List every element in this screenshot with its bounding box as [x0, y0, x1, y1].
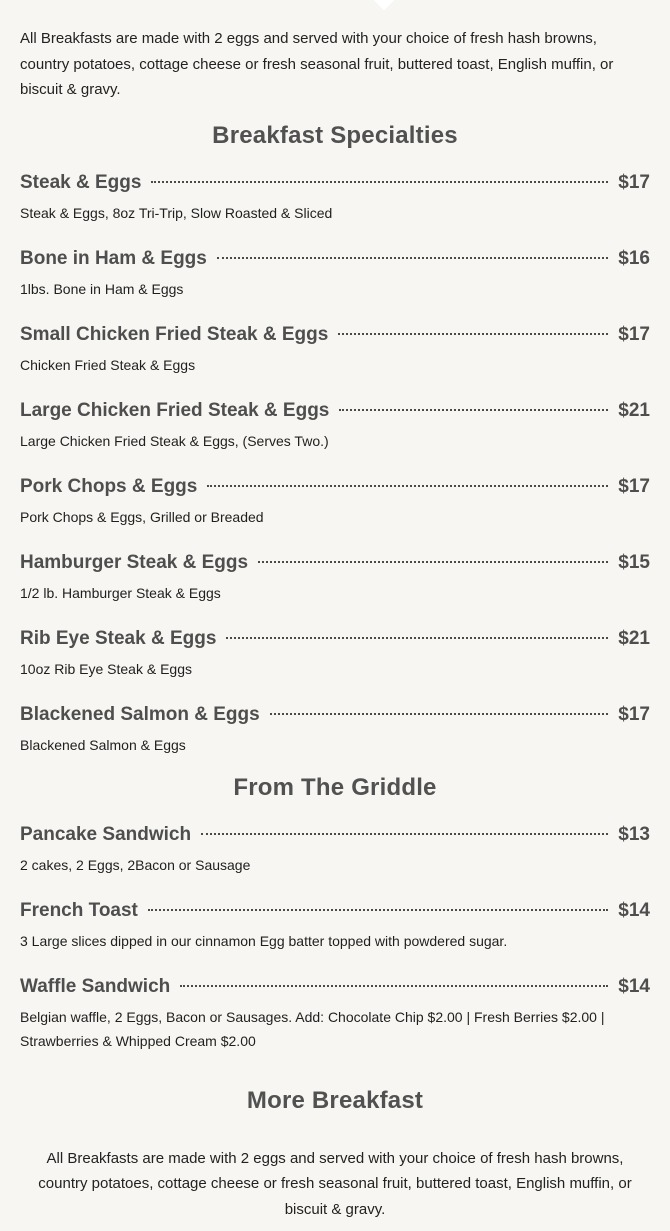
dotted-leader: [201, 833, 608, 835]
menu-item-name: Steak & Eggs: [20, 171, 142, 193]
section-title-more-breakfast: More Breakfast: [246, 1086, 424, 1114]
section-title-breakfast-specialties: Breakfast Specialties: [212, 121, 458, 149]
menu-item-name: Rib Eye Steak & Eggs: [20, 627, 217, 649]
breakfast-intro-text: All Breakfasts are made with 2 eggs and served with your choice of fresh hash browns, country potatoes, cottage cheese or fresh seasonal fruit, buttered toast, English muffin, or biscuit & gravy.: [20, 30, 614, 98]
griddle-list: [20, 820, 650, 1053]
menu-item: [20, 820, 650, 877]
menu-item-price: $21: [618, 627, 650, 649]
menu-item-price: $15: [618, 551, 650, 573]
menu-item-name: Small Chicken Fried Steak & Eggs: [20, 323, 329, 345]
menu-item-description: Steak & Eggs, 8oz Tri-Trip, Slow Roasted & Sliced: [20, 204, 333, 221]
menu-item: [20, 700, 650, 757]
section-title-from-the-griddle: From The Griddle: [233, 773, 437, 801]
dotted-leader: [270, 713, 609, 715]
menu-item-description: 10oz Rib Eye Steak & Eggs: [20, 660, 192, 677]
dotted-leader: [338, 333, 608, 335]
menu-item: [20, 972, 650, 1053]
menu-item: [20, 548, 650, 605]
dotted-leader: [207, 485, 608, 487]
menu-item-name: Bone in Ham & Eggs: [20, 247, 207, 269]
menu-item: [20, 396, 650, 453]
menu-item-name: Hamburger Steak & Eggs: [20, 551, 249, 573]
menu-item-description: 3 Large slices dipped in our cinnamon Egg batter topped with powdered sugar.: [20, 932, 508, 949]
menu-item-price: $14: [618, 975, 650, 997]
dotted-leader: [226, 637, 608, 639]
menu-item-name: Blackened Salmon & Eggs: [20, 703, 260, 725]
dotted-leader: [339, 409, 608, 411]
menu-item: [20, 244, 650, 301]
dotted-leader: [151, 181, 608, 183]
menu-item-name: French Toast: [20, 899, 138, 921]
menu-item: [20, 168, 650, 225]
menu-item-description: 1/2 lb. Hamburger Steak & Eggs: [20, 584, 221, 601]
menu-item-description: Large Chicken Fried Steak & Eggs, (Serves Two.): [20, 432, 329, 449]
menu-item-price: $14: [618, 899, 650, 921]
menu-item: [20, 472, 650, 529]
breakfast-specialties-list: [20, 168, 650, 757]
menu-item-description: Chicken Fried Steak & Eggs: [20, 356, 196, 373]
menu-item-description: 2 cakes, 2 Eggs, 2Bacon or Sausage: [20, 856, 251, 873]
menu-item-description: Blackened Salmon & Eggs: [20, 736, 186, 753]
menu-item: [20, 320, 650, 377]
menu-item: [20, 896, 650, 953]
dotted-leader: [180, 985, 608, 987]
menu-item-description: Pork Chops & Eggs, Grilled or Breaded: [20, 508, 264, 525]
dotted-leader: [217, 257, 608, 259]
menu-item-name: Large Chicken Fried Steak & Eggs: [20, 399, 330, 421]
menu-item-name: Pancake Sandwich: [20, 823, 192, 845]
menu-item-price: $17: [618, 475, 650, 497]
menu-item-description: 1lbs. Bone in Ham & Eggs: [20, 280, 184, 297]
menu-item-name: Pork Chops & Eggs: [20, 475, 198, 497]
menu-item-price: $21: [618, 399, 650, 421]
menu-item-price: $13: [618, 823, 650, 845]
menu-item: [20, 624, 650, 681]
menu-item-price: $17: [618, 323, 650, 345]
dotted-leader: [258, 561, 608, 563]
menu-item-name: Waffle Sandwich: [20, 975, 171, 997]
menu-item-price: $17: [618, 171, 650, 193]
more-breakfast-intro-text: All Breakfasts are made with 2 eggs and served with your choice of fresh hash browns, country potatoes, cottage cheese or fresh seasonal fruit, buttered toast, English muffin, or biscuit & gravy.: [38, 1149, 632, 1218]
menu-item-description: Belgian waffle, 2 Eggs, Bacon or Sausages. Add: Chocolate Chip $2.00 | Fresh Berries $2.00 | Strawberries & Whipped Cream $2.00: [20, 1008, 605, 1049]
dotted-leader: [148, 909, 608, 911]
menu-item-price: $17: [618, 703, 650, 725]
menu-item-price: $16: [618, 247, 650, 269]
